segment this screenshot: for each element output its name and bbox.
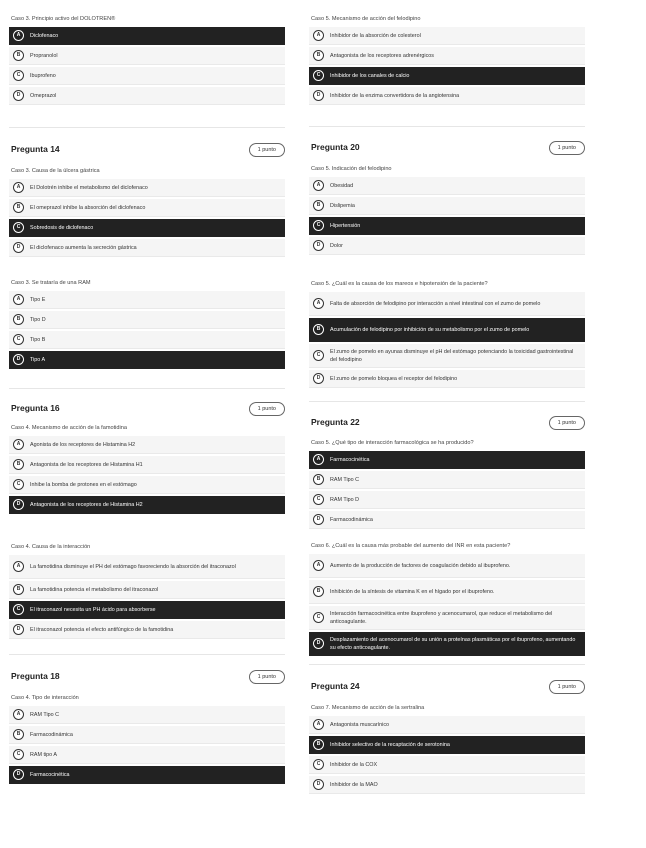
option-label: El itraconazol necesita un PH ácido para absorberse (30, 606, 156, 613)
option-label: RAM tipo A (30, 751, 57, 758)
option-letter-badge: C (313, 612, 324, 623)
answer-option[interactable] (309, 736, 585, 754)
option-label: Inhibidor selectivo de la recaptación de serotonina (330, 741, 450, 748)
option-label: Ibuprofeno (30, 72, 56, 79)
option-label: Dolor (330, 242, 343, 249)
question-block (9, 694, 285, 786)
question-title: Pregunta 24 (311, 681, 360, 691)
answer-options (309, 554, 585, 656)
answer-option[interactable] (9, 706, 285, 724)
points-badge: 1 punto (549, 141, 585, 155)
answer-option[interactable] (309, 217, 585, 235)
option-label: Interacción farmacocinética entre ibuprofeno y acenocumarol, que reduce el metabolismo del anticoagulante. (330, 610, 553, 625)
option-letter-badge: A (313, 298, 324, 309)
question-block (309, 542, 585, 658)
question-block (9, 279, 285, 371)
option-label: El omeprazol inhibe la absorción del diclofenaco (30, 204, 146, 211)
answer-option[interactable] (9, 219, 285, 237)
option-label: El diclofenaco aumenta la secreción gástrica (30, 244, 137, 251)
answer-options (9, 555, 285, 639)
answer-option[interactable] (9, 726, 285, 744)
answer-option[interactable] (309, 580, 585, 604)
option-letter-badge: C (313, 759, 324, 770)
answer-option[interactable] (309, 67, 585, 85)
answer-option[interactable] (9, 621, 285, 639)
question-block (9, 167, 285, 259)
question-divider (9, 654, 285, 655)
option-label: Tipo D (30, 316, 46, 323)
option-label: La famotidina potencia el metabolismo del itraconazol (30, 586, 159, 593)
option-letter-badge: D (13, 624, 24, 635)
points-badge: 1 punto (549, 416, 585, 430)
option-label: Diclofenaco (30, 32, 59, 39)
question-prompt: Caso 5. ¿Cuál es la causa de los mareos e hipotensión de la paciente? (311, 281, 488, 287)
option-letter-badge: D (313, 90, 324, 101)
answer-option[interactable] (9, 746, 285, 764)
question-title: Pregunta 16 (11, 403, 60, 413)
answer-option[interactable] (309, 451, 585, 469)
answer-option[interactable] (309, 47, 585, 65)
option-letter-badge: B (313, 586, 324, 597)
answer-option[interactable] (309, 471, 585, 489)
option-label: Agonista de los receptores de Histamina H2 (30, 441, 136, 448)
question-title: Pregunta 14 (11, 144, 60, 154)
option-label: Farmacodinámica (330, 516, 373, 523)
option-letter-badge: B (313, 50, 324, 61)
option-letter-badge: B (313, 324, 324, 335)
option-label: El itraconazol potencia el efecto antifúngico de la famotidina (30, 626, 174, 633)
question-prompt: Caso 5. ¿Qué tipo de interacción farmacológica se ha producido? (311, 440, 474, 446)
question-divider (309, 664, 585, 665)
option-label: El zumo de pomelo en ayunas disminuye el pH del estómago potenciando la toxicidad gastrointestinal del felodipino (330, 348, 574, 363)
option-letter-badge: D (313, 514, 324, 525)
option-letter-badge: A (13, 561, 24, 572)
option-label: Propranolol (30, 52, 58, 59)
question-prompt: Caso 5. Indicación del felodipino (311, 166, 392, 172)
question-header (309, 416, 585, 432)
question-divider (309, 401, 585, 402)
option-label: El Dolotrén inhibe el metabolismo del diclofenaco (30, 184, 148, 191)
answer-option[interactable] (309, 554, 585, 578)
answer-option[interactable] (9, 47, 285, 65)
option-letter-badge: C (313, 220, 324, 231)
option-letter-badge: D (13, 90, 24, 101)
option-label: Antagonista de los receptores de Histamina H1 (30, 461, 143, 468)
question-prompt: Caso 5. Mecanismo de acción del felodipino (311, 16, 421, 22)
question-block (309, 15, 585, 107)
option-label: Dislipemia (330, 202, 355, 209)
answer-option[interactable] (9, 179, 285, 197)
question-title: Pregunta 22 (311, 417, 360, 427)
option-label: Farmacodinámica (30, 731, 73, 738)
question-block (309, 280, 585, 390)
question-title: Pregunta 18 (11, 671, 60, 681)
option-label: Tipo A (30, 356, 46, 363)
answer-options (309, 292, 585, 388)
option-letter-badge: A (13, 30, 24, 41)
option-label: Inhibidor de la COX (330, 761, 378, 768)
answer-option[interactable] (9, 239, 285, 257)
answer-options (9, 291, 285, 369)
question-header (309, 680, 585, 696)
answer-options (309, 177, 585, 255)
question-header (9, 670, 285, 686)
question-prompt: Caso 3. Se trataría de una RAM (11, 280, 91, 286)
question-block (309, 165, 585, 257)
answer-options (9, 436, 285, 514)
option-label: RAM Tipo D (330, 496, 360, 503)
option-label: Omeprazol (30, 92, 57, 99)
option-label: Inhibidor de la MAO (330, 781, 378, 788)
answer-option[interactable] (9, 436, 285, 454)
option-letter-badge: C (13, 334, 24, 345)
option-letter-badge: B (13, 459, 24, 470)
option-letter-badge: A (13, 709, 24, 720)
answer-option[interactable] (9, 67, 285, 85)
option-label: RAM Tipo C (30, 711, 60, 718)
answer-option[interactable] (309, 87, 585, 105)
answer-option[interactable] (9, 581, 285, 599)
points-badge: 1 punto (249, 143, 285, 157)
option-letter-badge: A (13, 182, 24, 193)
question-prompt: Caso 4. Tipo de interacción (11, 695, 79, 701)
answer-option[interactable] (309, 632, 585, 656)
answer-option[interactable] (9, 27, 285, 45)
answer-option[interactable] (309, 27, 585, 45)
answer-option[interactable] (309, 370, 585, 388)
option-letter-badge: B (313, 200, 324, 211)
option-letter-badge: C (313, 350, 324, 361)
option-letter-badge: D (13, 769, 24, 780)
answer-options (9, 179, 285, 257)
option-label: RAM Tipo C (330, 476, 360, 483)
option-letter-badge: A (313, 719, 324, 730)
option-label: Inhibición de la síntesis de vitamina K en el hígado por el ibuprofeno. (330, 588, 495, 595)
option-label: Hipertensión (330, 222, 361, 229)
answer-option[interactable] (9, 766, 285, 784)
option-letter-badge: D (313, 638, 324, 649)
answer-option[interactable] (309, 776, 585, 794)
answer-option[interactable] (9, 199, 285, 217)
option-letter-badge: B (13, 50, 24, 61)
answer-option[interactable] (309, 177, 585, 195)
question-prompt: Caso 3. Principio activo del DOLOTREN® (11, 16, 116, 22)
answer-option[interactable] (9, 291, 285, 309)
option-letter-badge: C (313, 494, 324, 505)
points-badge: 1 punto (249, 670, 285, 684)
option-label: Inhibidor de los canales de calcio (330, 72, 410, 79)
question-header (9, 143, 285, 159)
answer-options (9, 706, 285, 784)
answer-option[interactable] (9, 555, 285, 579)
option-letter-badge: D (13, 499, 24, 510)
answer-option[interactable] (309, 237, 585, 255)
question-prompt: Caso 4. Causa de la interacción (11, 544, 91, 550)
option-letter-badge: D (313, 240, 324, 251)
points-badge: 1 punto (249, 402, 285, 416)
answer-options (9, 27, 285, 105)
answer-option[interactable] (309, 344, 585, 368)
question-header (309, 141, 585, 157)
option-letter-badge: A (313, 560, 324, 571)
option-letter-badge: A (313, 454, 324, 465)
answer-option[interactable] (9, 601, 285, 619)
answer-option[interactable] (309, 491, 585, 509)
option-letter-badge: B (13, 584, 24, 595)
answer-options (309, 27, 585, 105)
option-label: El zumo de pomelo bloquea el receptor del felodipino (330, 375, 458, 382)
points-badge: 1 punto (549, 680, 585, 694)
question-prompt: Caso 4. Mecanismo de acción de la famotidina (11, 425, 127, 431)
answer-options (309, 451, 585, 529)
question-divider (9, 127, 285, 128)
option-label: Tipo E (30, 296, 46, 303)
option-letter-badge: A (313, 30, 324, 41)
answer-option[interactable] (309, 756, 585, 774)
option-label: Antagonista de los receptores de Histamina H2 (30, 501, 143, 508)
answer-option[interactable] (309, 197, 585, 215)
option-label: Sobredosis de diclofenaco (30, 224, 94, 231)
option-label: Antagonista muscarínico (330, 721, 390, 728)
option-label: Inhibidor de la absorción de colesterol (330, 32, 421, 39)
answer-option[interactable] (309, 292, 585, 316)
question-header (9, 402, 285, 418)
option-label: Antagonista de los receptores adrenérgicos (330, 52, 434, 59)
option-label: Obesidad (330, 182, 354, 189)
option-letter-badge: D (13, 242, 24, 253)
option-letter-badge: B (13, 202, 24, 213)
question-prompt: Caso 7. Mecanismo de acción de la sertralina (311, 705, 425, 711)
answer-option[interactable] (309, 606, 585, 630)
answer-option[interactable] (9, 331, 285, 349)
option-label: Aumento de la producción de factores de coagulación debido al ibuprofeno. (330, 562, 511, 569)
option-letter-badge: C (13, 604, 24, 615)
option-letter-badge: D (313, 779, 324, 790)
option-label: Farmacocinética (30, 771, 70, 778)
question-block (9, 15, 285, 107)
option-letter-badge: D (13, 354, 24, 365)
question-block (9, 543, 285, 641)
question-block (309, 704, 585, 796)
answer-option[interactable] (9, 456, 285, 474)
option-letter-badge: B (313, 739, 324, 750)
option-label: Tipo B (30, 336, 46, 343)
option-letter-badge: C (13, 479, 24, 490)
option-letter-badge: A (313, 180, 324, 191)
answer-option[interactable] (9, 496, 285, 514)
option-letter-badge: B (13, 314, 24, 325)
option-label: Inhibidor de la enzima convertidora de la angiotensina (330, 92, 460, 99)
option-label: Desplazamiento del acenocumarol de su unión a proteínas plasmáticas por el ibuprofeno, aumentando su efecto anticoagulante. (330, 636, 576, 651)
option-label: Inhibe la bomba de protones en el estómago (30, 481, 137, 488)
answer-option[interactable] (9, 476, 285, 494)
option-letter-badge: A (13, 439, 24, 450)
question-prompt: Caso 3. Causa de la úlcera gástrica (11, 168, 100, 174)
option-letter-badge: C (13, 222, 24, 233)
option-label: La famotidina disminuye el PH del estómago favoreciendo la absorción del itraconazol (30, 563, 236, 570)
question-block (9, 424, 285, 516)
question-divider (309, 126, 585, 127)
answer-option[interactable] (9, 87, 285, 105)
question-prompt: Caso 6. ¿Cuál es la causa más probable del aumento del INR en esta paciente? (311, 543, 511, 549)
answer-option[interactable] (9, 311, 285, 329)
answer-option[interactable] (309, 318, 585, 342)
question-title: Pregunta 20 (311, 142, 360, 152)
option-letter-badge: B (313, 474, 324, 485)
option-label: Falta de absorción de felodipino por interacción a nivel intestinal con el zumo de pomelo (330, 300, 541, 307)
option-letter-badge: C (13, 749, 24, 760)
option-letter-badge: C (313, 70, 324, 81)
option-letter-badge: A (13, 294, 24, 305)
option-letter-badge: B (13, 729, 24, 740)
option-letter-badge: D (313, 373, 324, 384)
answer-option[interactable] (309, 511, 585, 529)
question-block (309, 439, 585, 531)
option-label: Acumulación de felodipino por inhibición de su metabolismo por el zumo de pomelo (330, 326, 530, 333)
answer-option[interactable] (309, 716, 585, 734)
question-divider (9, 388, 285, 389)
answer-options (309, 716, 585, 794)
answer-option[interactable] (9, 351, 285, 369)
option-letter-badge: C (13, 70, 24, 81)
option-label: Farmacocinética (330, 456, 370, 463)
